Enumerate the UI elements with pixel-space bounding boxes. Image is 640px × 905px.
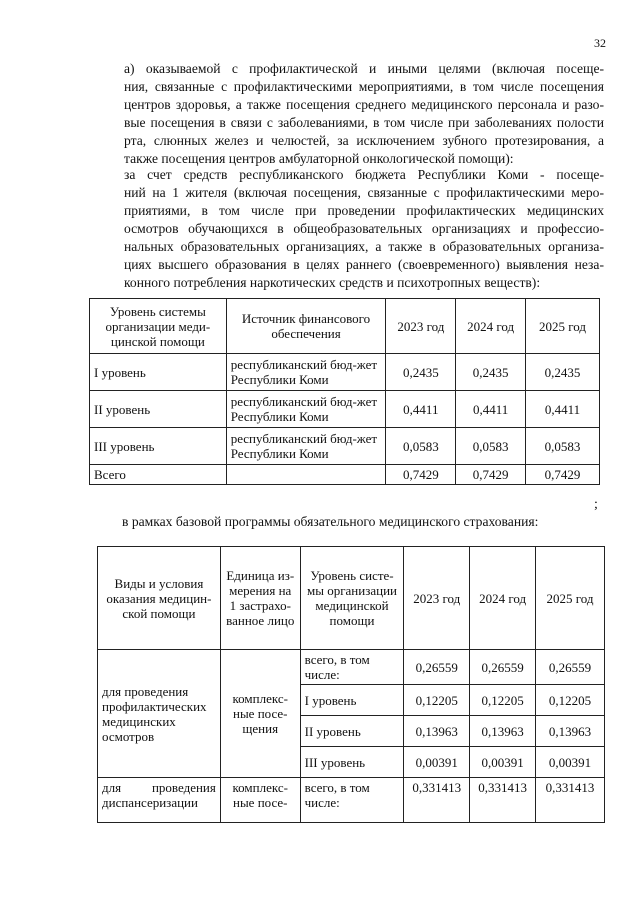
table-row [90,428,600,465]
header-type: Виды и условия оказания медицин-ской помощи [98,547,221,650]
paragraph-a-line: также посещения центров амбулаторной онкологической помощи): [124,151,514,166]
source-cell: республиканский бюд-жет Республики Коми [226,354,386,391]
value-2023: 0,12205 [404,685,470,716]
table-row [98,778,605,823]
paragraph-b-line: циях высшего образования в целях раннего (своевременного) выявления неза- [124,257,604,272]
republican-budget-table [89,298,600,485]
value-2024: 0,0583 [456,428,526,465]
value-2023: 0,2435 [386,354,456,391]
section-subheading: в рамках базовой программы обязательного медицинского страхования: [122,514,539,529]
paragraph-a [86,60,604,168]
value-2023: 0,4411 [386,391,456,428]
value-2023: 0,13963 [404,716,470,747]
value-2023: 0,0583 [386,428,456,465]
source-cell: республиканский бюд-жет Республики Коми [226,428,386,465]
value-2023: 0,26559 [404,650,470,685]
value-2025: 0,26559 [536,650,605,685]
total-2024: 0,7429 [456,465,526,485]
header-level: Уровень системы организации меди-цинской помощи [90,299,227,354]
paragraph-b-line: за счет средств республиканского бюджета Республики Коми - посеще- [124,167,604,182]
header-level: Уровень систе-мы организации медицинской помощи [300,547,404,650]
total-row [90,465,600,485]
page-number: 32 [594,36,606,50]
header-2024: 2024 год [470,547,536,650]
paragraph-b-line: осмотров обучающихся в общеобразовательных организациях и профессио- [124,221,604,236]
paragraph-a-line: центров здоровья, а также посещения среднего медицинского персонала и разо- [124,97,604,112]
oms-table [97,546,605,823]
value-2024: 0,26559 [470,650,536,685]
value-2024: 0,4411 [456,391,526,428]
value-2025: 0,00391 [536,747,605,778]
table-row [90,391,600,428]
paragraph-b-line: приятиями, в том числе при проведении профилактических медицинских [124,203,604,218]
table-row [90,354,600,391]
semicolon: ; [594,497,598,512]
header-2024: 2024 год [456,299,526,354]
header-unit: Единица из-мерения на 1 застрахо-ванное лицо [220,547,300,650]
value-2024: 0,13963 [470,716,536,747]
header-2025: 2025 год [536,547,605,650]
value-2024: 0,12205 [470,685,536,716]
header-2023: 2023 год [386,299,456,354]
type-line: диспансеризации [102,795,198,810]
level-cell: всего, в том числе: [300,778,404,823]
total-2025: 0,7429 [526,465,600,485]
value-2025: 0,2435 [526,354,600,391]
level-cell: I уровень [300,685,404,716]
header-source: Источник финансового обеспечения [226,299,386,354]
table-row [98,650,605,685]
level-cell: III уровень [300,747,404,778]
level-cell: II уровень [300,716,404,747]
unit-cell: комплекс-ные посе- [220,778,300,823]
paragraph-a-line: вые посещения в связи с заболеваниями, в том числе при заболеваниях полости [124,115,604,130]
header-2025: 2025 год [526,299,600,354]
value-2025: 0,0583 [526,428,600,465]
type-line: для проведения [102,780,216,795]
table-header-row [90,299,600,354]
value-2025: 0,13963 [536,716,605,747]
value-2025: 0,12205 [536,685,605,716]
unit-cell: комплекс-ные посе-щения [220,650,300,778]
level-cell: I уровень [90,354,227,391]
value-2025: 0,331413 [536,778,605,823]
paragraph-a-line: ния, связанные с профилактическими мероприятиями, в том числе посещения [124,79,604,94]
paragraph-a-line: а) оказываемой с профилактической и иными целями (включая посеще- [124,61,604,76]
total-label: Всего [90,465,227,485]
value-2024: 0,331413 [470,778,536,823]
value-2024: 0,2435 [456,354,526,391]
source-cell: республиканский бюд-жет Республики Коми [226,391,386,428]
paragraph-a-line: рта, слюнных желез и челюстей, за исключением зубного протезирования, а [124,133,604,148]
level-cell: II уровень [90,391,227,428]
value-2024: 0,00391 [470,747,536,778]
paragraph-b-line: конного потребления наркотических средств и психотропных веществ): [124,275,541,290]
empty-cell [226,465,386,485]
paragraph-b-line: нальных образовательных организациях, а также в образовательных организа- [124,239,604,254]
paragraph-b [86,166,604,292]
type-cell [98,778,221,823]
paragraph-b-line: ний на 1 жителя (включая посещения, связанные с профилактическими меро- [124,185,604,200]
type-cell: для проведения профилактических медицинских осмотров [98,650,221,778]
table-header-row [98,547,605,650]
total-2023: 0,7429 [386,465,456,485]
value-2023: 0,00391 [404,747,470,778]
value-2025: 0,4411 [526,391,600,428]
level-cell: III уровень [90,428,227,465]
header-2023: 2023 год [404,547,470,650]
value-2023: 0,331413 [404,778,470,823]
level-cell: всего, в том числе: [300,650,404,685]
